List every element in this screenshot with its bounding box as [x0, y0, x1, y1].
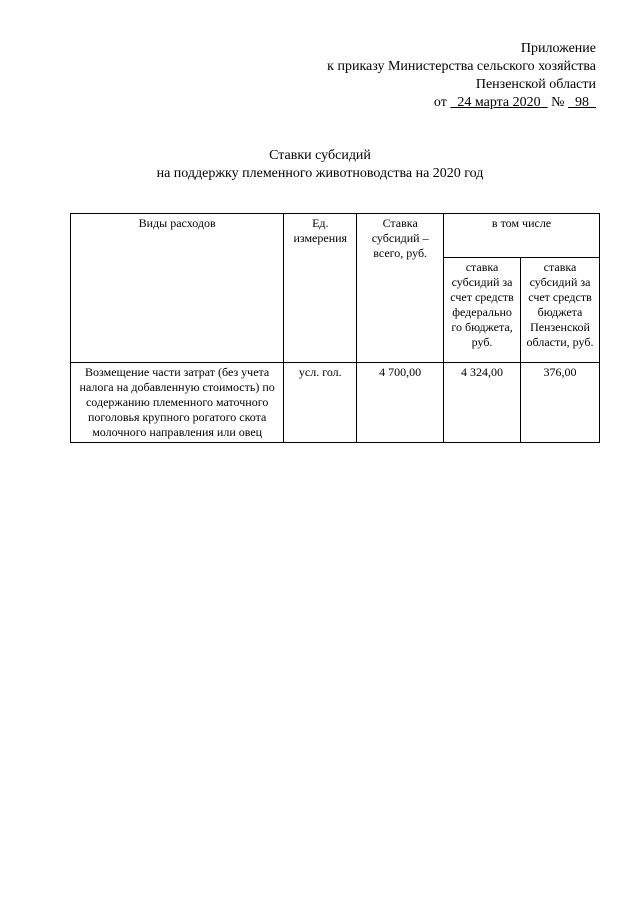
- cell-expense-type: Возмещение части затрат (без учета налога на добавленную стоимость) по содержанию племенного маточного поголовья крупного рогатого скота молочного направления или овец: [71, 363, 284, 443]
- title-line-1: Ставки субсидий: [269, 148, 371, 163]
- header-expense-type: Виды расходов: [71, 214, 284, 363]
- table-row: [71, 363, 600, 443]
- order-date: 24 марта 2020: [457, 95, 541, 110]
- header-including: в том числе: [444, 214, 600, 258]
- cell-federal: 4 324,00: [444, 363, 521, 443]
- table-header-row: [71, 214, 600, 258]
- cell-unit: усл. гол.: [284, 363, 357, 443]
- appendix-date-line: [327, 94, 596, 112]
- cell-rate-total: 4 700,00: [357, 363, 444, 443]
- cell-regional: 376,00: [521, 363, 600, 443]
- header-rate-total: Ставка субсидий – всего, руб.: [357, 214, 444, 363]
- subsidy-rates-table: [70, 213, 600, 443]
- appendix-header: [327, 40, 596, 112]
- header-regional: ставка субсидий за счет средств бюджета Пензенской области, руб.: [521, 258, 600, 363]
- title-line-2: на поддержку племенного животноводства на 2020 год: [156, 166, 484, 181]
- from-label: от: [433, 95, 447, 110]
- number-label: №: [551, 95, 565, 110]
- document-title: [0, 147, 640, 183]
- appendix-title: Приложение: [520, 41, 596, 56]
- order-number: 98: [575, 95, 589, 110]
- appendix-region: Пензенской области: [475, 77, 596, 92]
- appendix-order-ref: к приказу Министерства сельского хозяйства: [327, 59, 596, 74]
- header-unit: Ед. измерения: [284, 214, 357, 363]
- header-federal: ставка субсидий за счет средств федерально го бюджета, руб.: [444, 258, 521, 363]
